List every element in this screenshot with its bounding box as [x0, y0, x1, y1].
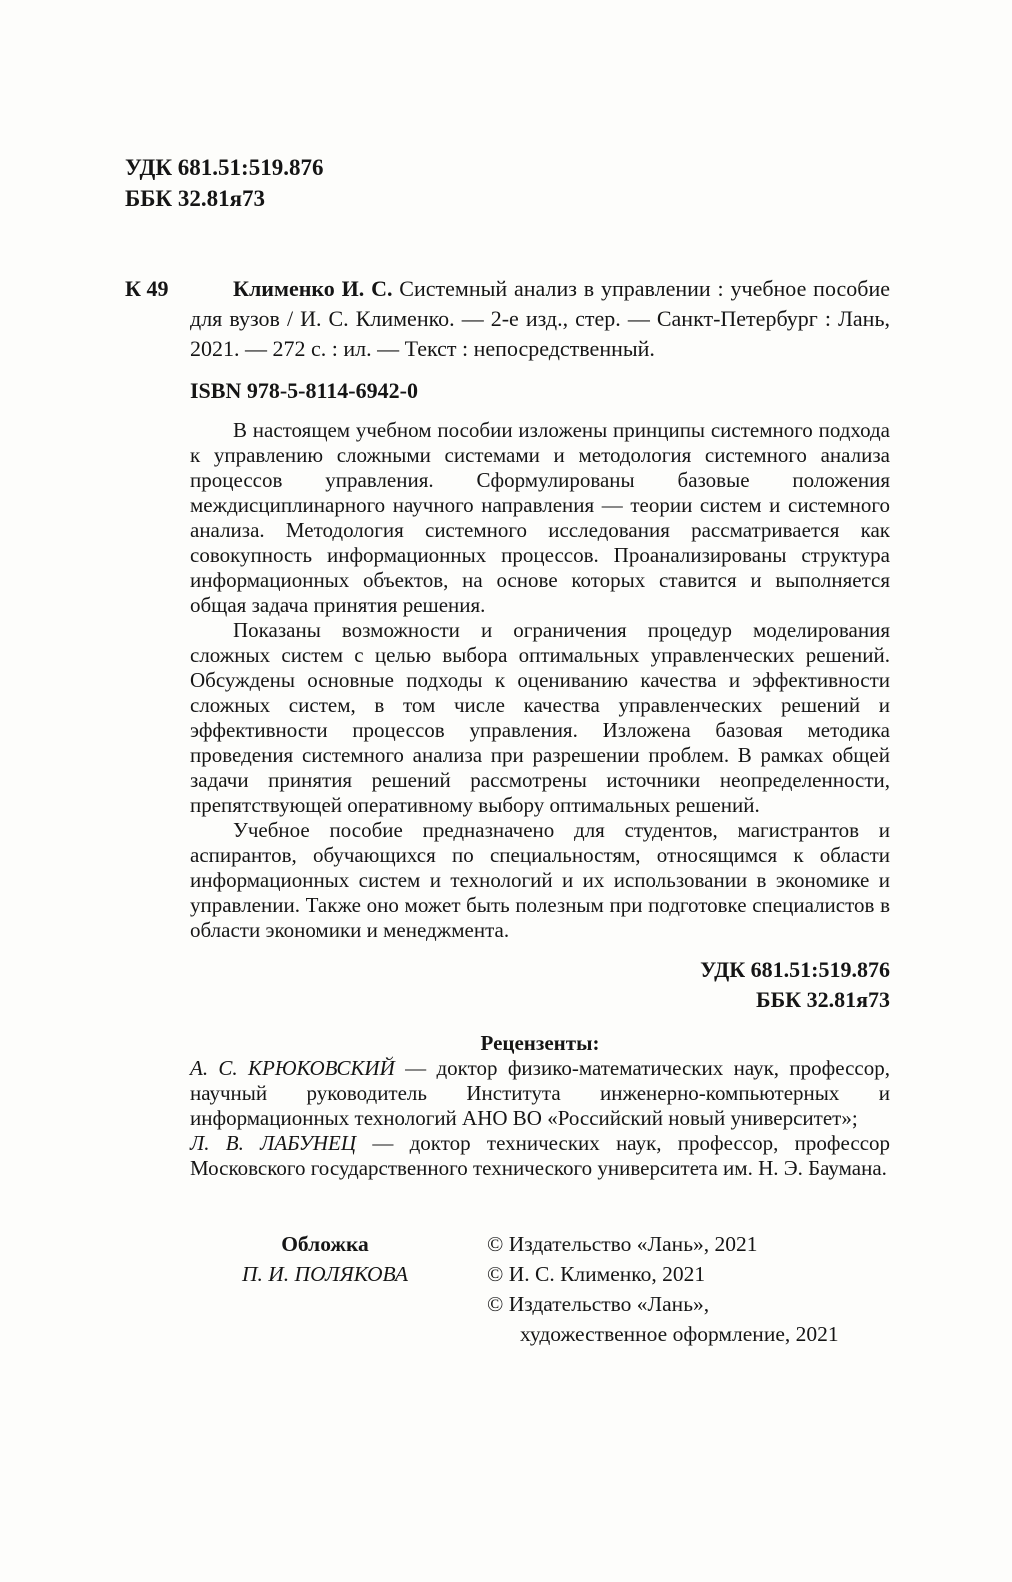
bibliographic-description	[190, 274, 890, 364]
imprint-row	[190, 1229, 890, 1349]
copyright-block	[487, 1229, 890, 1349]
catalog-entry	[125, 274, 890, 364]
cover-designer-name: П. И. ПОЛЯКОВА	[241, 1262, 408, 1286]
copyright-line-design-1: © Издательство «Лань»,	[487, 1292, 710, 1316]
reviewer-1-description: — доктор физико-математических наук, профессор, научный руководитель Института инженерно-компьютерных и информационных технологий АНО ВО «Российский новый университет»;	[190, 1056, 890, 1130]
reviewer-2-name: Л. В. ЛАБУНЕЦ	[190, 1131, 357, 1155]
top-codes	[125, 152, 890, 214]
bbk-code-bottom: ББК 32.81я73	[756, 987, 890, 1012]
reviewer-1-name: А. С. КРЮКОВСКИЙ	[190, 1056, 395, 1080]
catalog-code: К 49	[125, 276, 169, 301]
annotation-paragraph-1: В настоящем учебном пособии изложены принципы системного подхода к управлению сложными системами и методология системного анализа процессов управления. Сформулированы базовые положения междисциплинарного научного направления — теории систем и системного анализа. Методология системного исследования рассматривается как совокупность информационных процессов. Проанализированы структура информационных объектов, на основе которых ставится и выполняется общая задача принятия решения.	[190, 418, 890, 617]
copyright-line-publisher: © Издательство «Лань», 2021	[487, 1232, 758, 1256]
bbk-code: ББК 32.81я73	[125, 186, 266, 211]
reviewer-entry-1	[190, 1056, 890, 1131]
udc-code: УДК 681.51:519.876	[125, 155, 324, 180]
annotation	[190, 418, 890, 943]
bottom-codes	[125, 955, 890, 1015]
cover-credit	[190, 1229, 460, 1349]
reviewers-heading: Рецензенты:	[480, 1031, 600, 1055]
annotation-paragraph-3: Учебное пособие предназначено для студентов, магистрантов и аспирантов, обучающихся по специальностям, относящимся к области информационных систем и технологий и их использовании в экономике и управлении. Также оно может быть полезным при подготовке специалистов в области экономики и менеджмента.	[190, 818, 890, 942]
author-name: Клименко И. С.	[233, 276, 393, 301]
cover-label: Обложка	[281, 1232, 369, 1256]
udc-code-bottom: УДК 681.51:519.876	[700, 957, 890, 982]
reviewer-entry-2	[190, 1131, 890, 1181]
reviewer-2-description: — доктор технических наук, профессор, профессор Московского государственного технического университета им. Н. Э. Баумана.	[190, 1131, 891, 1180]
isbn: ISBN 978-5-8114-6942-0	[190, 378, 418, 403]
description-text: Системный анализ в управлении : учебное пособие для вузов / И. С. Клименко. — 2-е изд., стер. — Санкт-Петербург : Лань, 2021. — 272 с. : ил. — Текст : непосредственный.	[190, 276, 890, 361]
copyright-line-design-2: художественное оформление, 2021	[520, 1322, 839, 1346]
annotation-paragraph-2: Показаны возможности и ограничения процедур моделирования сложных систем с целью выбора оптимальных управленческих решений. Обсуждены основные подходы к оцениванию качества и эффективности сложных систем, в том числе качества управленческих решений и эффективности процессов управления. Изложена базовая методика проведения системного анализа при разрешении проблем. В рамках общей задачи принятия решений рассмотрены источники неопределенности, препятствующей оперативному выбору оптимальных решений.	[190, 618, 890, 817]
copyright-line-author: © И. С. Клименко, 2021	[487, 1262, 706, 1286]
